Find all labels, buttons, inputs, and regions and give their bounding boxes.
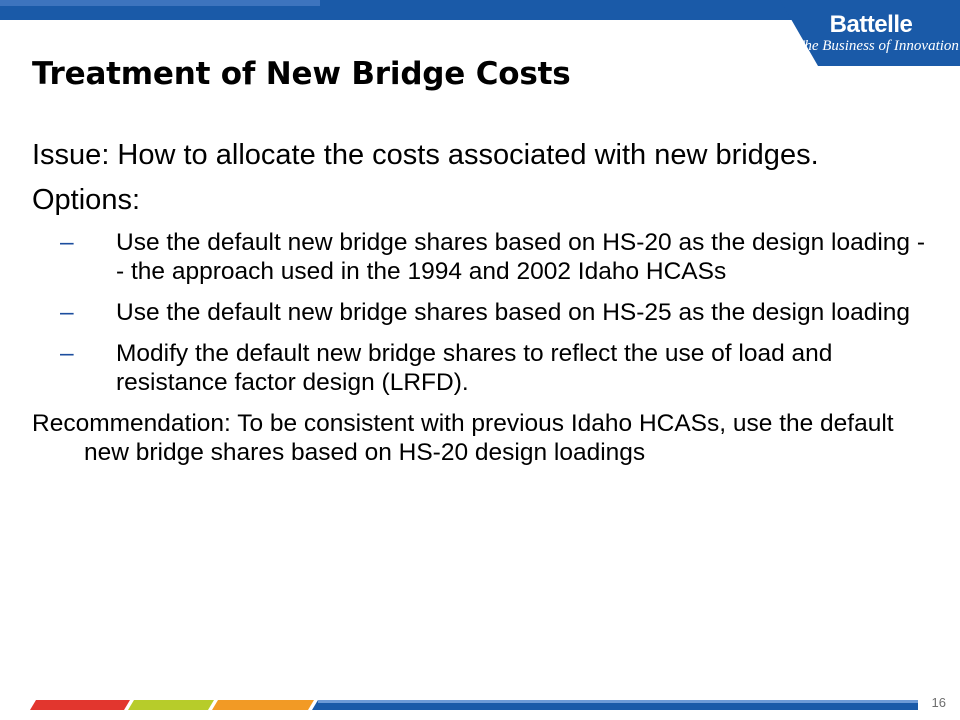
recommendation-text: Recommendation: To be consistent with previous Idaho HCASs, use the default new bridge shares based on HS-20 design loadings: [32, 410, 894, 466]
battelle-logo: [796, 11, 959, 54]
logo-name: Battelle: [829, 11, 913, 38]
bottom-color-bar: [0, 698, 960, 712]
dash-bullet: –: [60, 229, 74, 256]
slide-body: [32, 138, 932, 467]
logo-tagline: The Business of Innovation: [796, 38, 959, 54]
option-item: [32, 298, 932, 327]
dash-bullet: –: [60, 299, 74, 326]
option-text: Use the default new bridge shares based on HS-20 as the design loading -- the approach used in the 1994 and 2002 Idaho HCASs: [116, 229, 926, 285]
option-text: Modify the default new bridge shares to reflect the use of load and resistance factor design (LRFD).: [116, 340, 833, 396]
option-item: [32, 339, 932, 397]
dash-bullet: –: [60, 340, 74, 367]
options-label: Options:: [32, 184, 140, 216]
option-text: Use the default new bridge shares based on HS-25 as the design loading: [116, 299, 911, 326]
option-item: [32, 228, 932, 286]
issue-text: Issue: How to allocate the costs associated with new bridges.: [32, 139, 819, 171]
slide-title: Treatment of New Bridge Costs: [32, 56, 571, 92]
page-number: 16: [931, 695, 946, 710]
